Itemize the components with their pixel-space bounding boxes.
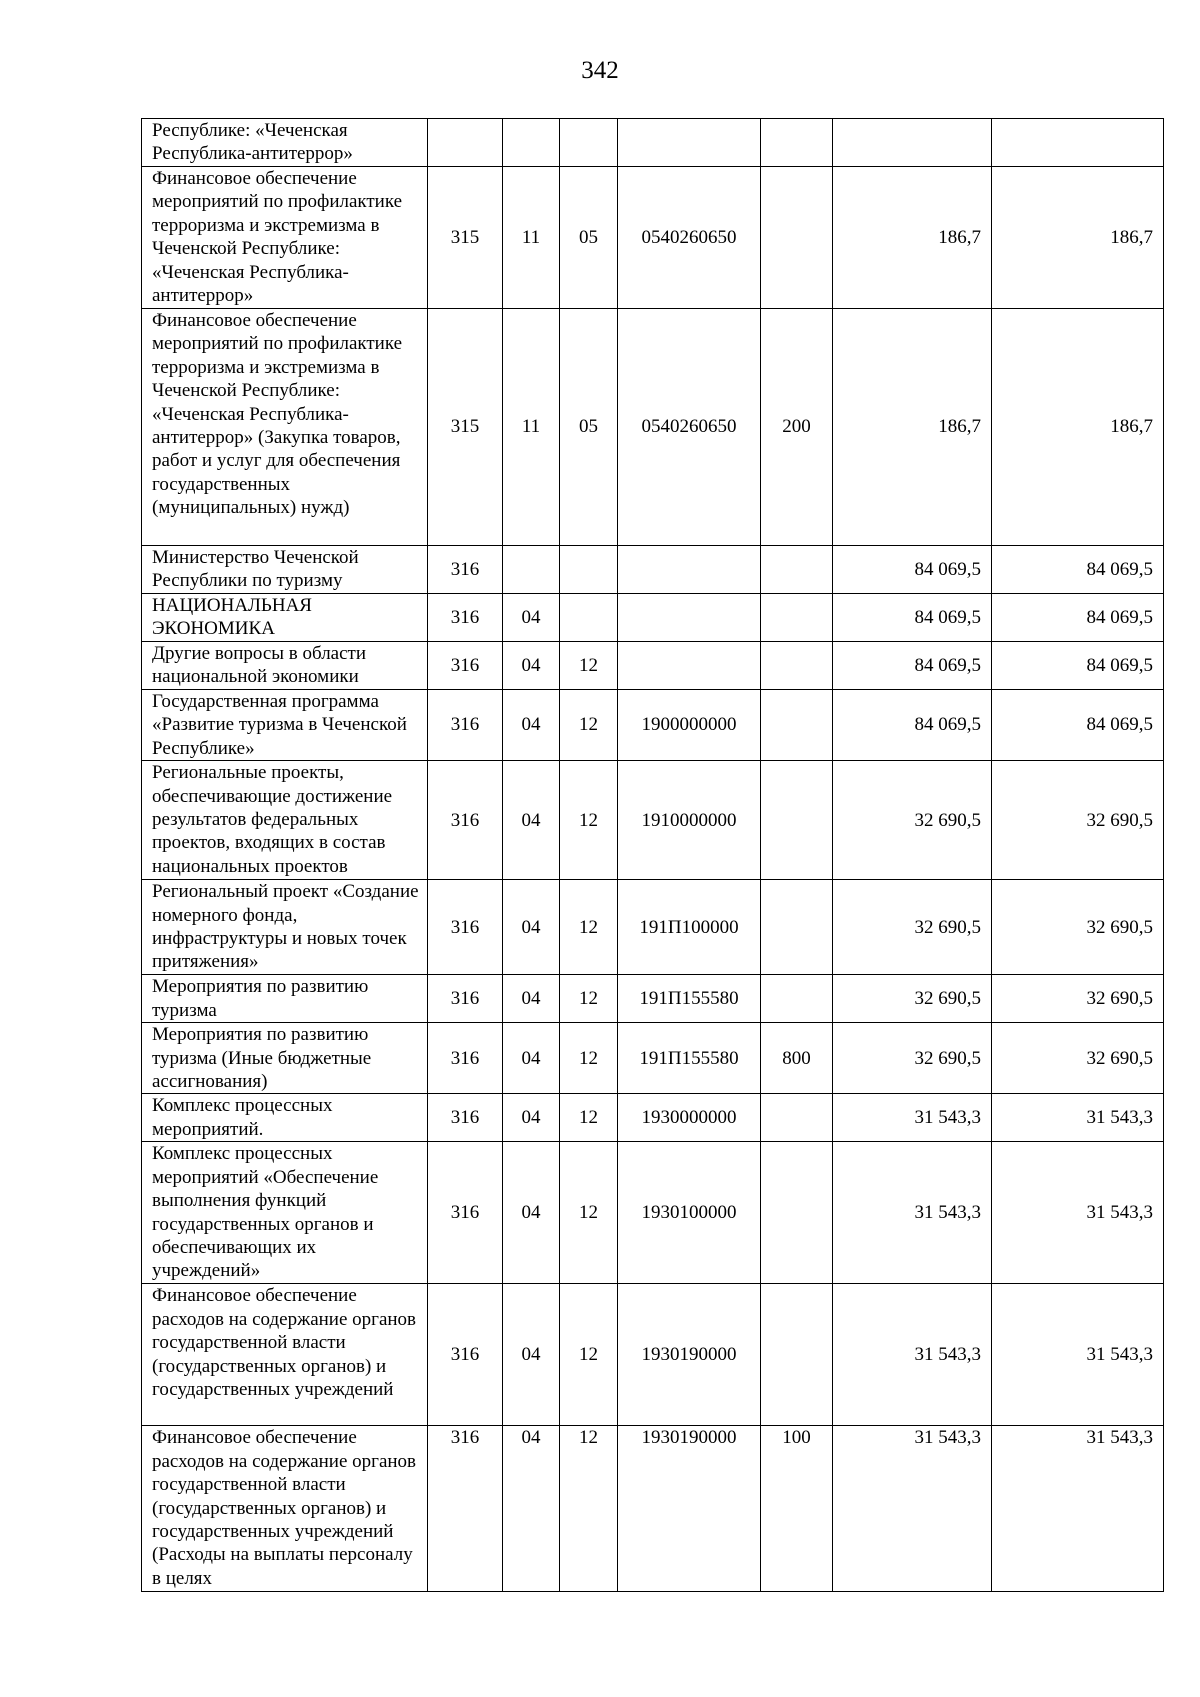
row-name-cell: Республике: «Чеченская Республика-антитеррор» (142, 119, 428, 167)
expense-type-cell (761, 167, 833, 309)
row-name-cell: Региональные проекты, обеспечивающие достижение результатов федеральных проектов, входящих в состав национальных проектов (142, 761, 428, 880)
ministry-code-cell: 316 (428, 642, 503, 690)
amount-year1-cell: 84 069,5 (833, 690, 992, 761)
amount-year2-cell: 84 069,5 (992, 594, 1164, 642)
amount-year2-cell: 84 069,5 (992, 690, 1164, 761)
section-code-cell: 04 (503, 642, 560, 690)
table-row (142, 690, 1164, 761)
amount-year1-cell: 32 690,5 (833, 975, 992, 1023)
ministry-code-cell: 316 (428, 594, 503, 642)
subsection-code-cell: 12 (560, 761, 618, 880)
amount-year2-cell: 31 543,3 (992, 1426, 1164, 1592)
table-row (142, 1023, 1164, 1094)
table-row (142, 880, 1164, 975)
amount-year2-cell: 186,7 (992, 167, 1164, 309)
ministry-code-cell: 316 (428, 546, 503, 594)
section-code-cell: 04 (503, 1023, 560, 1094)
expense-type-cell (761, 1142, 833, 1284)
amount-year1-cell: 32 690,5 (833, 1023, 992, 1094)
expense-type-cell (761, 1094, 833, 1142)
target-article-cell: 191П155580 (618, 975, 761, 1023)
row-name-cell: НАЦИОНАЛЬНАЯ ЭКОНОМИКА (142, 594, 428, 642)
subsection-code-cell (560, 594, 618, 642)
ministry-code-cell: 316 (428, 1284, 503, 1426)
expense-type-cell (761, 690, 833, 761)
ministry-code-cell: 316 (428, 1023, 503, 1094)
amount-year1-cell: 31 543,3 (833, 1284, 992, 1426)
ministry-code-cell: 316 (428, 975, 503, 1023)
section-code-cell: 04 (503, 975, 560, 1023)
row-name-cell: Министерство Чеченской Республики по туризму (142, 546, 428, 594)
section-code-cell: 04 (503, 880, 560, 975)
target-article-cell: 1930100000 (618, 1142, 761, 1284)
target-article-cell: 0540260650 (618, 167, 761, 309)
amount-year1-cell: 31 543,3 (833, 1094, 992, 1142)
row-name-cell: Государственная программа «Развитие туризма в Чеченской Республике» (142, 690, 428, 761)
table-row (142, 594, 1164, 642)
ministry-code-cell: 316 (428, 1426, 503, 1592)
subsection-code-cell: 12 (560, 975, 618, 1023)
target-article-cell: 1930190000 (618, 1426, 761, 1592)
target-article-cell (618, 642, 761, 690)
expense-type-cell (761, 975, 833, 1023)
table-row (142, 1426, 1164, 1592)
amount-year2-cell: 32 690,5 (992, 975, 1164, 1023)
subsection-code-cell: 12 (560, 880, 618, 975)
table-row (142, 119, 1164, 167)
expense-type-cell: 800 (761, 1023, 833, 1094)
amount-year1-cell: 186,7 (833, 309, 992, 546)
section-code-cell: 11 (503, 309, 560, 546)
ministry-code-cell: 316 (428, 1142, 503, 1284)
ministry-code-cell: 315 (428, 167, 503, 309)
amount-year2-cell: 31 543,3 (992, 1284, 1164, 1426)
budget-table (141, 118, 1164, 1592)
amount-year2-cell (992, 119, 1164, 167)
expense-type-cell (761, 761, 833, 880)
amount-year1-cell (833, 119, 992, 167)
expense-type-cell (761, 642, 833, 690)
target-article-cell: 1930000000 (618, 1094, 761, 1142)
target-article-cell: 1910000000 (618, 761, 761, 880)
section-code-cell: 04 (503, 1142, 560, 1284)
target-article-cell: 0540260650 (618, 309, 761, 546)
table-row (142, 546, 1164, 594)
amount-year1-cell: 84 069,5 (833, 594, 992, 642)
ministry-code-cell: 316 (428, 1094, 503, 1142)
row-name-cell: Региональный проект «Создание номерного фонда, инфраструктуры и новых точек притяжения» (142, 880, 428, 975)
row-name-cell: Финансовое обеспечение расходов на содержание органов государственной власти (государственных органов) и государственных учреждений (Расходы на выплаты персоналу в целях (142, 1426, 428, 1592)
row-name-cell: Комплекс процессных мероприятий «Обеспечение выполнения функций государственных органов и обеспечивающих их учреждений» (142, 1142, 428, 1284)
section-code-cell: 04 (503, 690, 560, 761)
target-article-cell: 191П155580 (618, 1023, 761, 1094)
row-name-cell: Финансовое обеспечение мероприятий по профилактике терроризма и экстремизма в Чеченской Республике: «Чеченская Республика-антитеррор» (142, 167, 428, 309)
ministry-code-cell: 315 (428, 309, 503, 546)
amount-year1-cell: 32 690,5 (833, 761, 992, 880)
subsection-code-cell: 12 (560, 1426, 618, 1592)
amount-year1-cell: 84 069,5 (833, 546, 992, 594)
amount-year1-cell: 31 543,3 (833, 1426, 992, 1592)
table-row (142, 975, 1164, 1023)
subsection-code-cell: 12 (560, 1284, 618, 1426)
table-row (142, 1094, 1164, 1142)
expense-type-cell (761, 1284, 833, 1426)
amount-year2-cell: 186,7 (992, 309, 1164, 546)
subsection-code-cell (560, 546, 618, 594)
target-article-cell: 1930190000 (618, 1284, 761, 1426)
target-article-cell (618, 546, 761, 594)
target-article-cell (618, 119, 761, 167)
amount-year1-cell: 186,7 (833, 167, 992, 309)
target-article-cell: 1900000000 (618, 690, 761, 761)
subsection-code-cell: 12 (560, 690, 618, 761)
row-name-cell: Финансовое обеспечение расходов на содержание органов государственной власти (государственных органов) и государственных учреждений (142, 1284, 428, 1426)
section-code-cell (503, 119, 560, 167)
amount-year2-cell: 31 543,3 (992, 1094, 1164, 1142)
row-name-cell: Мероприятия по развитию туризма (Иные бюджетные ассигнования) (142, 1023, 428, 1094)
target-article-cell: 191П100000 (618, 880, 761, 975)
budget-table-body (142, 119, 1164, 1592)
amount-year1-cell: 32 690,5 (833, 880, 992, 975)
expense-type-cell: 100 (761, 1426, 833, 1592)
expense-type-cell (761, 594, 833, 642)
subsection-code-cell: 12 (560, 1094, 618, 1142)
expense-type-cell (761, 119, 833, 167)
ministry-code-cell: 316 (428, 690, 503, 761)
subsection-code-cell: 05 (560, 167, 618, 309)
row-name-cell: Финансовое обеспечение мероприятий по профилактике терроризма и экстремизма в Чеченской Республике: «Чеченская Республика-антитеррор» (Закупка товаров, работ и услуг для обеспечения государственных (муниципальных) нужд) (142, 309, 428, 546)
table-row (142, 167, 1164, 309)
ministry-code-cell: 316 (428, 880, 503, 975)
row-name-cell: Мероприятия по развитию туризма (142, 975, 428, 1023)
table-row (142, 1284, 1164, 1426)
amount-year2-cell: 32 690,5 (992, 1023, 1164, 1094)
table-row (142, 761, 1164, 880)
amount-year2-cell: 31 543,3 (992, 1142, 1164, 1284)
amount-year1-cell: 84 069,5 (833, 642, 992, 690)
subsection-code-cell (560, 119, 618, 167)
section-code-cell: 04 (503, 761, 560, 880)
subsection-code-cell: 05 (560, 309, 618, 546)
expense-type-cell: 200 (761, 309, 833, 546)
section-code-cell: 04 (503, 1284, 560, 1426)
section-code-cell (503, 546, 560, 594)
subsection-code-cell: 12 (560, 1142, 618, 1284)
amount-year2-cell: 84 069,5 (992, 642, 1164, 690)
table-row (142, 309, 1164, 546)
amount-year2-cell: 32 690,5 (992, 761, 1164, 880)
subsection-code-cell: 12 (560, 1023, 618, 1094)
section-code-cell: 11 (503, 167, 560, 309)
ministry-code-cell: 316 (428, 761, 503, 880)
table-row (142, 1142, 1164, 1284)
target-article-cell (618, 594, 761, 642)
page-number: 342 (581, 57, 619, 84)
row-name-cell: Комплекс процессных мероприятий. (142, 1094, 428, 1142)
expense-type-cell (761, 546, 833, 594)
subsection-code-cell: 12 (560, 642, 618, 690)
section-code-cell: 04 (503, 594, 560, 642)
amount-year1-cell: 31 543,3 (833, 1142, 992, 1284)
ministry-code-cell (428, 119, 503, 167)
section-code-cell: 04 (503, 1426, 560, 1592)
row-name-cell: Другие вопросы в области национальной экономики (142, 642, 428, 690)
expense-type-cell (761, 880, 833, 975)
section-code-cell: 04 (503, 1094, 560, 1142)
amount-year2-cell: 84 069,5 (992, 546, 1164, 594)
amount-year2-cell: 32 690,5 (992, 880, 1164, 975)
table-row (142, 642, 1164, 690)
